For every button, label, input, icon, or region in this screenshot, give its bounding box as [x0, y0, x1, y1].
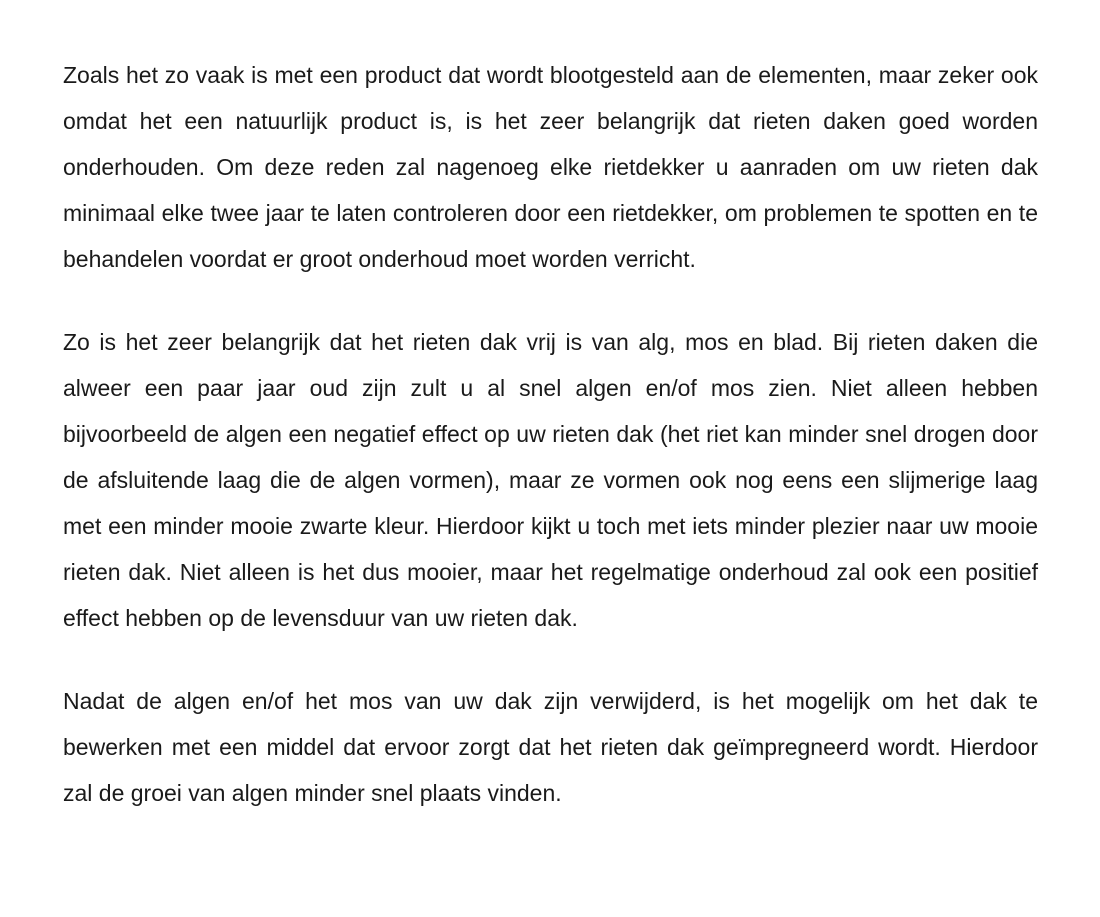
- paragraph-algae-moss: Zo is het zeer belangrijk dat het rieten dak vrij is van alg, mos en blad. Bij rieten daken die alweer een paar jaar oud zijn zult u al snel algen en/of mos zien. Niet alleen hebben bijvoorbeeld de algen een negatief effect op uw rieten dak (het riet kan minder snel drogen door de afsluitende laag die de algen vormen), maar ze vormen ook nog eens een slijmerige laag met een minder mooie zwarte kleur. Hierdoor kijkt u toch met iets minder plezier naar uw mooie rieten dak. Niet alleen is het dus mooier, maar het regelmatige onderhoud zal ook een positief effect hebben op de levensduur van uw rieten dak.: [63, 329, 1038, 631]
- paragraph-impregnation: Nadat de algen en/of het mos van uw dak zijn verwijderd, is het mogelijk om het dak te bewerken met een middel dat ervoor zorgt dat het rieten dak geïmpregneerd wordt. Hierdoor zal de groei van algen minder snel plaats vinden.: [63, 688, 1038, 806]
- article-body: [63, 52, 1038, 816]
- paragraph-maintenance-intro: Zoals het zo vaak is met een product dat wordt blootgesteld aan de elementen, maar zeker ook omdat het een natuurlijk product is, is het zeer belangrijk dat rieten daken goed worden onderhouden. Om deze reden zal nagenoeg elke rietdekker u aanraden om uw rieten dak minimaal elke twee jaar te laten controleren door een rietdekker, om problemen te spotten en te behandelen voordat er groot onderhoud moet worden verricht.: [63, 62, 1038, 272]
